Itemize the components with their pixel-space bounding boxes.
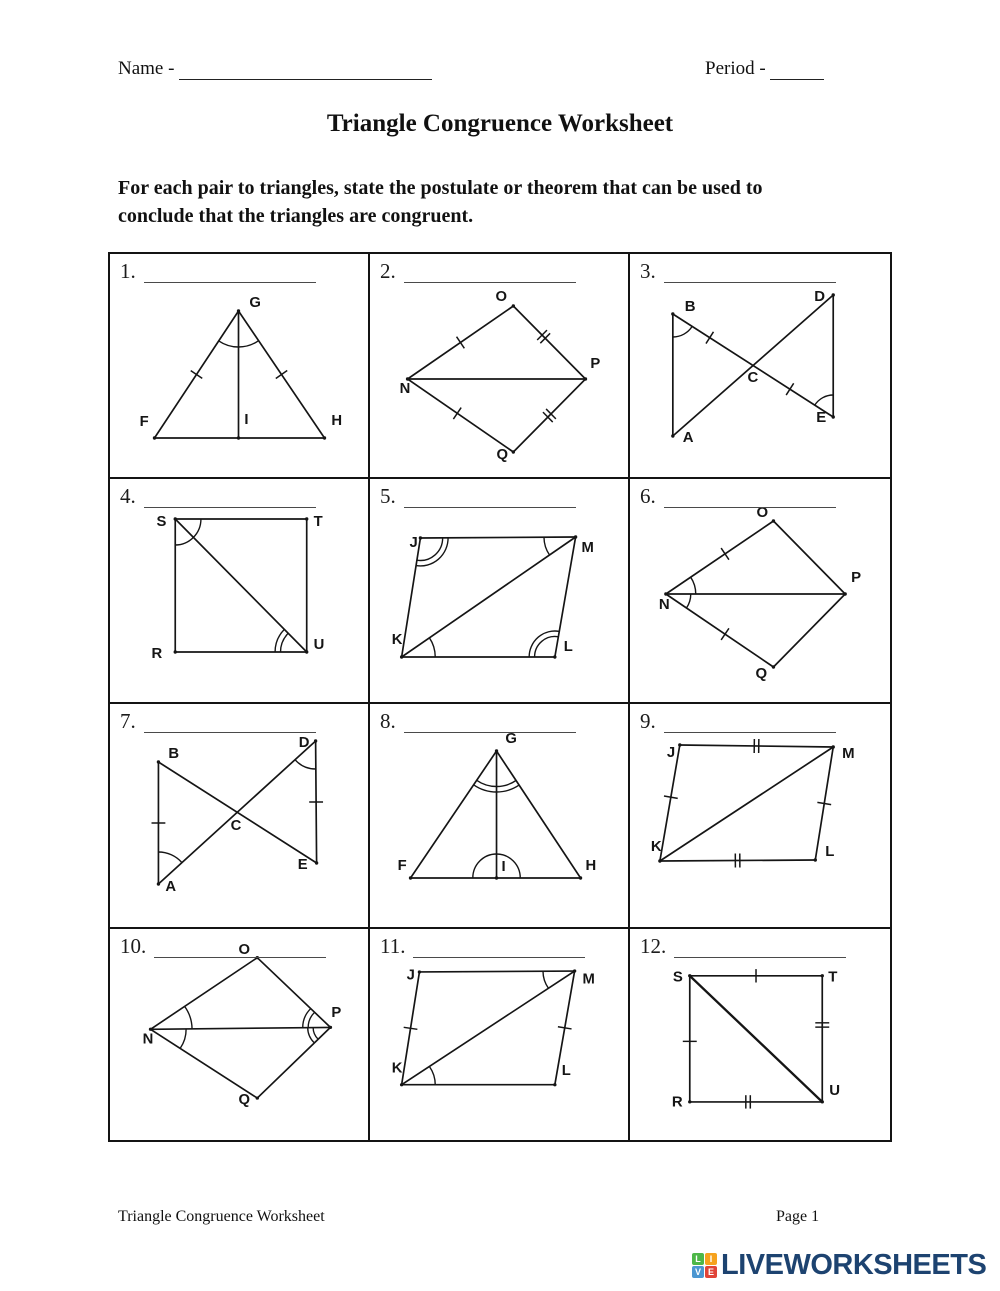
segment [773, 521, 845, 594]
problem-cell-5 [370, 479, 630, 704]
vertex-dot [174, 517, 177, 520]
vertex-dot [553, 655, 556, 658]
vertex-dot [305, 517, 308, 520]
problem-number: 6. [640, 484, 656, 508]
vertex-label: Q [238, 1092, 251, 1108]
vertex-label: C [230, 817, 242, 835]
problem-header [640, 259, 836, 283]
vertex-label: L [561, 1063, 571, 1080]
tick-mark [721, 548, 729, 560]
segment [151, 1027, 331, 1029]
vertex-dot [323, 436, 326, 439]
vertex-label: S [156, 513, 167, 531]
angle-arc [281, 633, 289, 652]
vertex-label: P [851, 568, 862, 587]
angle-arc [416, 538, 448, 566]
vertex-label: A [682, 428, 694, 447]
problem-cell-3 [630, 254, 890, 479]
problem-number: 12. [640, 934, 667, 958]
vertex-label: D [298, 734, 310, 752]
angle-arc [185, 1006, 192, 1028]
vertex-dot [314, 739, 317, 742]
answer-blank[interactable] [413, 936, 585, 958]
segment [660, 745, 680, 861]
vertex-label: N [658, 595, 670, 614]
vertex-dot [149, 1028, 152, 1031]
vertex-dot [419, 536, 422, 539]
vertex-dot [174, 650, 177, 653]
period-row [705, 58, 824, 80]
tick-mark [453, 408, 461, 420]
answer-blank[interactable] [664, 261, 836, 283]
vertex-dot [671, 312, 674, 315]
problem-number: 11. [380, 934, 406, 958]
vertex-label: U [313, 636, 325, 654]
instructions-line2: conclude that the triangles are congruent. [118, 205, 474, 228]
period-blank[interactable] [770, 60, 824, 80]
problems-grid [108, 252, 892, 1142]
figure-5 [370, 479, 628, 702]
angle-arc [308, 1012, 314, 1027]
vertex-label: C [747, 368, 759, 387]
vertex-dot [512, 304, 515, 307]
vertex-label: I [244, 411, 249, 429]
figure-1 [110, 254, 368, 477]
vertex-label: L [825, 842, 835, 861]
vertex-dot [418, 970, 421, 973]
vertex-label: K [391, 631, 403, 649]
problem-cell-1 [110, 254, 370, 479]
vertex-dot [688, 1100, 691, 1103]
problem-cell-11 [370, 929, 630, 1142]
problem-cell-10 [110, 929, 370, 1142]
vertex-dot [315, 861, 318, 864]
segment [773, 594, 845, 667]
vertex-dot [305, 650, 308, 653]
liveworksheets-logo [692, 1249, 986, 1282]
segment [419, 971, 574, 972]
segment [151, 1029, 258, 1098]
logo-tile-l: L [692, 1253, 704, 1265]
angle-arc [543, 971, 548, 988]
tick-mark [191, 371, 203, 379]
vertex-dot [237, 309, 240, 312]
vertex-label: M [581, 539, 594, 557]
page-number: Page 1 [776, 1208, 820, 1225]
vertex-dot [512, 450, 515, 453]
vertex-label: I [501, 858, 506, 876]
tick-mark [457, 337, 465, 349]
vertex-dot [400, 655, 403, 658]
answer-blank[interactable] [144, 486, 316, 508]
vertex-label: S [672, 969, 683, 986]
problem-cell-9 [630, 704, 890, 929]
logo-tile-i: I [705, 1253, 717, 1265]
problem-cell-6 [630, 479, 890, 704]
vertex-label: H [585, 857, 597, 875]
vertex-dot [579, 876, 582, 879]
tick-mark [721, 628, 729, 640]
logo-text: LIVEWORKSHEETS [721, 1249, 987, 1281]
segment [666, 594, 774, 667]
vertex-label: N [142, 1031, 154, 1048]
problem-number: 2. [380, 259, 396, 283]
name-label: Name - [118, 58, 175, 79]
problem-header [120, 709, 316, 733]
instructions [118, 174, 870, 231]
segment [151, 958, 258, 1030]
vertex-dot [553, 1083, 556, 1086]
problem-cell-2 [370, 254, 630, 479]
vertex-dot [671, 434, 674, 437]
tick-mark [404, 1027, 418, 1029]
angle-arc [497, 854, 521, 878]
answer-blank[interactable] [144, 261, 316, 283]
problem-number: 9. [640, 709, 656, 733]
problem-header [380, 259, 576, 283]
logo-tile-v: V [692, 1266, 704, 1278]
angle-arc [239, 341, 259, 347]
figure-11 [370, 929, 628, 1142]
angle-arc [313, 1028, 318, 1040]
instructions-line1: For each pair to triangles, state the postulate or theorem that can be used to [118, 177, 763, 199]
angle-arc [295, 760, 316, 769]
vertex-dot [495, 876, 498, 879]
problem-cell-7 [110, 704, 370, 929]
angle-arc [497, 781, 516, 787]
vertex-dot [814, 858, 817, 861]
angle-arc [815, 395, 833, 405]
figure-7 [110, 704, 368, 927]
vertex-label: R [151, 645, 163, 663]
vertex-label: G [249, 294, 261, 312]
problem-number: 3. [640, 259, 656, 283]
vertex-label: A [165, 878, 177, 896]
vertex-label: E [297, 856, 308, 874]
period-label: Period - [705, 58, 766, 79]
answer-blank[interactable] [664, 486, 836, 508]
figure-12 [630, 929, 890, 1142]
problem-number: 1. [120, 259, 136, 283]
vertex-label: D [814, 287, 826, 306]
segment [175, 519, 306, 652]
angle-arc [219, 341, 239, 347]
segment [666, 521, 774, 594]
angle-arc [477, 780, 497, 786]
answer-blank[interactable] [404, 486, 576, 508]
vertex-label: N [399, 380, 411, 398]
angle-arc [158, 852, 182, 863]
segment [402, 538, 421, 657]
problem-header [380, 709, 576, 733]
segment [402, 971, 575, 1085]
tick-mark [786, 383, 794, 395]
angle-arc [691, 577, 696, 594]
segment [497, 751, 581, 878]
angle-arc [429, 638, 435, 657]
logo-tiles-icon [692, 1253, 717, 1278]
vertex-label: K [650, 837, 662, 856]
vertex-label: K [391, 1060, 403, 1077]
vertex-dot [688, 974, 691, 977]
answer-blank[interactable] [404, 711, 576, 733]
tick-mark [706, 332, 714, 344]
problem-header [120, 934, 326, 958]
vertex-dot [153, 436, 156, 439]
vertex-label: Q [755, 664, 768, 683]
problem-cell-8 [370, 704, 630, 929]
vertex-dot [843, 592, 846, 595]
vertex-label: T [313, 513, 323, 531]
problem-header [640, 484, 836, 508]
vertex-label: Q [496, 446, 509, 464]
segment [680, 745, 833, 747]
figure-10 [110, 929, 368, 1142]
problem-header [380, 934, 585, 958]
angle-arc [429, 1066, 435, 1084]
vertex-label: F [139, 413, 149, 431]
vertex-dot [678, 743, 681, 746]
angle-arc [180, 1029, 186, 1048]
problem-cell-4 [110, 479, 370, 704]
segment [673, 295, 833, 436]
problem-header [120, 484, 316, 508]
vertex-dot [658, 859, 661, 862]
figure-2 [370, 254, 628, 477]
vertex-label: B [168, 745, 180, 763]
vertex-dot [832, 293, 835, 296]
segment [690, 976, 822, 1102]
problem-number: 7. [120, 709, 136, 733]
figure-3 [630, 254, 890, 477]
segment [660, 747, 833, 861]
problem-cell-12 [630, 929, 890, 1142]
vertex-dot [821, 1100, 824, 1103]
answer-blank[interactable] [664, 711, 836, 733]
answer-blank[interactable] [154, 936, 326, 958]
vertex-label: B [684, 297, 696, 316]
vertex-dot [157, 882, 160, 885]
angle-arc [473, 854, 497, 878]
problem-header [640, 709, 836, 733]
tick-mark [276, 371, 287, 379]
angle-arc [544, 537, 550, 555]
vertex-label: R [671, 1094, 683, 1111]
vertex-label: M [842, 744, 855, 763]
problem-number: 10. [120, 934, 147, 958]
figure-6 [630, 479, 890, 702]
angle-arc [686, 594, 690, 608]
vertex-dot [574, 535, 577, 538]
vertex-label: J [666, 743, 676, 762]
segment [513, 379, 585, 452]
answer-blank[interactable] [144, 711, 316, 733]
vertex-dot [409, 876, 412, 879]
vertex-dot [832, 415, 835, 418]
page-title: Triangle Congruence Worksheet [326, 110, 674, 137]
problem-header [120, 259, 316, 283]
logo-tile-e: E [705, 1266, 717, 1278]
angle-arc [417, 538, 443, 561]
vertex-label: O [238, 942, 251, 958]
vertex-dot [256, 1096, 259, 1099]
figure-8 [370, 704, 628, 927]
segment [257, 1027, 330, 1098]
vertex-dot [573, 969, 576, 972]
vertex-dot [584, 377, 587, 380]
problem-number: 8. [380, 709, 396, 733]
vertex-label: O [495, 288, 508, 306]
name-row [118, 58, 432, 80]
vertex-label: M [582, 971, 595, 988]
problem-number: 5. [380, 484, 396, 508]
vertex-dot [157, 760, 160, 763]
answer-blank[interactable] [404, 261, 576, 283]
vertex-dot [772, 665, 775, 668]
vertex-label: T [828, 969, 838, 986]
angle-arc [673, 326, 692, 337]
figure-4 [110, 479, 368, 702]
problem-header [380, 484, 576, 508]
vertex-label: J [406, 967, 415, 984]
vertex-label: U [829, 1083, 841, 1100]
vertex-label: P [590, 355, 601, 373]
vertex-dot [832, 745, 835, 748]
vertex-dot [495, 749, 498, 752]
vertex-dot [400, 1083, 403, 1086]
name-blank[interactable] [179, 60, 432, 80]
vertex-dot [772, 519, 775, 522]
segment [257, 958, 330, 1028]
figure-9 [630, 704, 890, 927]
vertex-label: L [563, 638, 573, 656]
vertex-label: O [756, 503, 769, 522]
problem-number: 4. [120, 484, 136, 508]
vertex-label: P [331, 1005, 342, 1021]
segment [513, 306, 585, 379]
segment [660, 860, 815, 861]
segment [420, 537, 575, 538]
vertex-label: G [505, 730, 517, 748]
vertex-label: F [397, 857, 407, 875]
vertex-dot [329, 1026, 332, 1029]
vertex-label: J [409, 534, 418, 552]
footer-title: Triangle Congruence Worksheet [118, 1208, 325, 1225]
segment [408, 379, 514, 452]
vertex-label: H [331, 412, 343, 430]
problem-header [640, 934, 846, 958]
vertex-dot [821, 974, 824, 977]
vertex-dot [237, 436, 240, 439]
answer-blank[interactable] [674, 936, 846, 958]
segment [411, 751, 497, 878]
vertex-label: E [816, 408, 827, 427]
